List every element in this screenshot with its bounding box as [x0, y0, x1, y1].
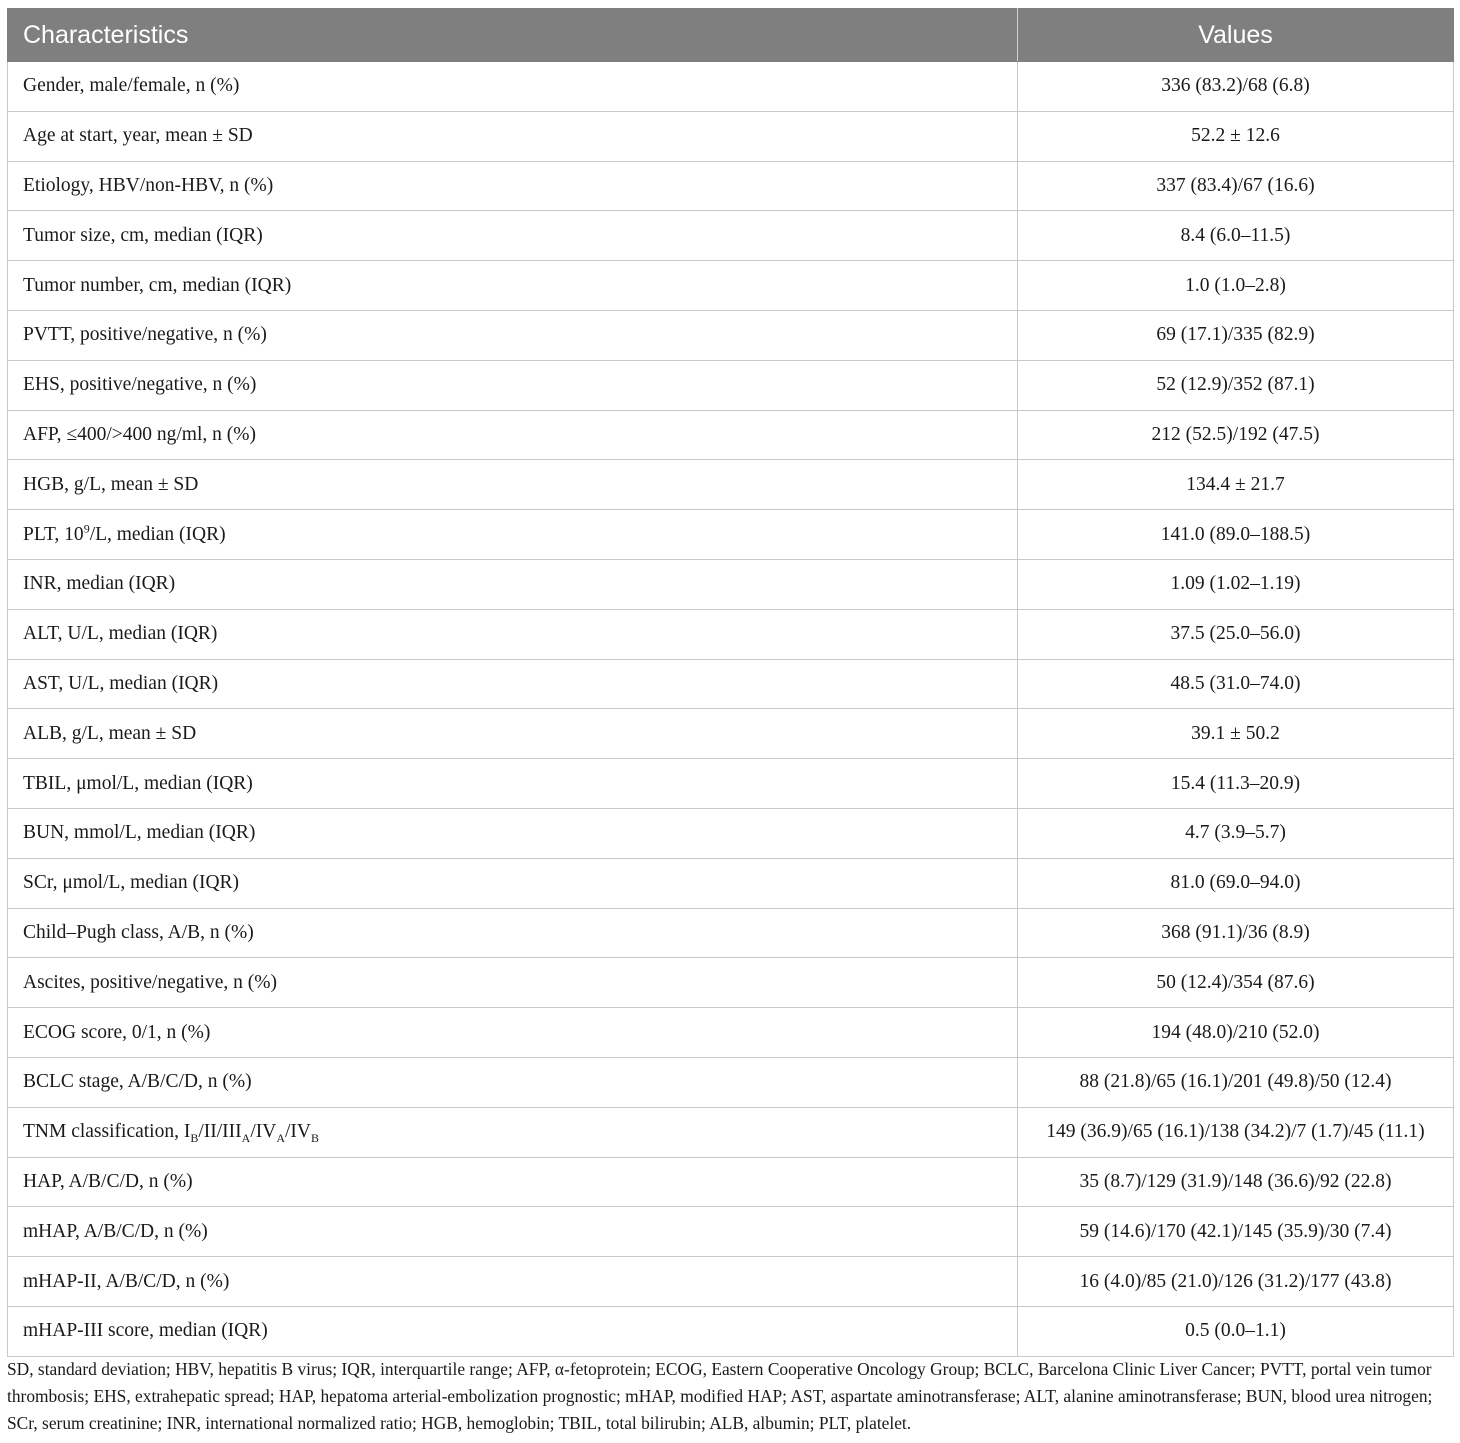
row-label — [8, 1107, 1018, 1157]
table-row — [8, 62, 1454, 112]
row-value: 81.0 (69.0–94.0) — [1018, 858, 1454, 908]
table-row — [8, 1107, 1454, 1157]
row-value: 8.4 (6.0–11.5) — [1018, 211, 1454, 261]
row-label: mHAP-II, A/B/C/D, n (%) — [8, 1257, 1018, 1307]
table-row — [8, 609, 1454, 659]
table-row — [8, 1008, 1454, 1058]
row-label: PVTT, positive/negative, n (%) — [8, 310, 1018, 360]
table-row — [8, 1207, 1454, 1257]
row-label-subscript: B — [190, 1131, 199, 1146]
row-value: 0.5 (0.0–1.1) — [1018, 1306, 1454, 1356]
row-label — [8, 510, 1018, 560]
table-row — [8, 460, 1454, 510]
row-value: 15.4 (11.3–20.9) — [1018, 759, 1454, 809]
row-label: Ascites, positive/negative, n (%) — [8, 958, 1018, 1008]
row-label-text: /II/III — [198, 1121, 242, 1143]
table-row — [8, 659, 1454, 709]
table-row — [8, 360, 1454, 410]
row-label: HGB, g/L, mean ± SD — [8, 460, 1018, 510]
row-value: 1.09 (1.02–1.19) — [1018, 559, 1454, 609]
row-value: 52 (12.9)/352 (87.1) — [1018, 360, 1454, 410]
row-value: 4.7 (3.9–5.7) — [1018, 808, 1454, 858]
row-label: mHAP-III score, median (IQR) — [8, 1306, 1018, 1356]
row-value: 69 (17.1)/335 (82.9) — [1018, 310, 1454, 360]
table-row — [8, 161, 1454, 211]
row-label: ALB, g/L, mean ± SD — [8, 709, 1018, 759]
row-label: TBIL, μmol/L, median (IQR) — [8, 759, 1018, 809]
table-row — [8, 1257, 1454, 1307]
table-row — [8, 559, 1454, 609]
row-label: HAP, A/B/C/D, n (%) — [8, 1157, 1018, 1207]
row-value: 35 (8.7)/129 (31.9)/148 (36.6)/92 (22.8) — [1018, 1157, 1454, 1207]
row-value: 336 (83.2)/68 (6.8) — [1018, 62, 1454, 112]
table-row — [8, 808, 1454, 858]
table-row — [8, 1306, 1454, 1356]
table-row — [8, 1057, 1454, 1107]
header-values: Values — [1018, 9, 1454, 62]
row-label: AFP, ≤400/>400 ng/ml, n (%) — [8, 410, 1018, 460]
table-footnote: SD, standard deviation; HBV, hepatitis B virus; IQR, interquartile range; AFP, α-fetoprotein; ECOG, Eastern Cooperative Oncology Group; BCLC, Barcelona Clinic Liver Cancer; PVTT, portal vein tumor thrombosis; EHS, extrahepatic spread; HAP, hepatoma arterial-embolization prognostic; mHAP, modified HAP; AST, aspartate aminotransferase; ALT, alanine aminotransferase; BUN, blood urea nitrogen; SCr, serum creatinine; INR, international normalized ratio; HGB, hemoglobin; TBIL, total bilirubin; ALB, albumin; PLT, platelet. — [7, 1359, 1433, 1433]
row-value: 39.1 ± 50.2 — [1018, 709, 1454, 759]
row-label: Etiology, HBV/non-HBV, n (%) — [8, 161, 1018, 211]
row-label-subscript: A — [241, 1131, 251, 1146]
table-row — [8, 958, 1454, 1008]
row-value: 1.0 (1.0–2.8) — [1018, 261, 1454, 311]
table-header — [8, 9, 1454, 62]
row-value: 50 (12.4)/354 (87.6) — [1018, 958, 1454, 1008]
row-value: 194 (48.0)/210 (52.0) — [1018, 1008, 1454, 1058]
row-label: Tumor size, cm, median (IQR) — [8, 211, 1018, 261]
row-label: AST, U/L, median (IQR) — [8, 659, 1018, 709]
table-row — [8, 759, 1454, 809]
table-row — [8, 111, 1454, 161]
table-row — [8, 410, 1454, 460]
row-value: 212 (52.5)/192 (47.5) — [1018, 410, 1454, 460]
header-row — [8, 9, 1454, 62]
row-label: SCr, μmol/L, median (IQR) — [8, 858, 1018, 908]
row-label: BCLC stage, A/B/C/D, n (%) — [8, 1057, 1018, 1107]
table-row — [8, 858, 1454, 908]
table-row — [8, 510, 1454, 560]
header-characteristics: Characteristics — [8, 9, 1018, 62]
row-value: 48.5 (31.0–74.0) — [1018, 659, 1454, 709]
row-label-text: /IV — [250, 1121, 277, 1143]
table-body — [8, 62, 1454, 1357]
row-value: 149 (36.9)/65 (16.1)/138 (34.2)/7 (1.7)/45 (11.1) — [1018, 1107, 1454, 1157]
table-row — [8, 908, 1454, 958]
row-value: 52.2 ± 12.6 — [1018, 111, 1454, 161]
row-label: mHAP, A/B/C/D, n (%) — [8, 1207, 1018, 1257]
row-value: 368 (91.1)/36 (8.9) — [1018, 908, 1454, 958]
table-row — [8, 709, 1454, 759]
row-value: 37.5 (25.0–56.0) — [1018, 609, 1454, 659]
row-label: EHS, positive/negative, n (%) — [8, 360, 1018, 410]
row-value: 337 (83.4)/67 (16.6) — [1018, 161, 1454, 211]
row-value: 134.4 ± 21.7 — [1018, 460, 1454, 510]
row-label-text: PLT, 10 — [23, 523, 84, 545]
row-label: Gender, male/female, n (%) — [8, 62, 1018, 112]
row-value: 141.0 (89.0–188.5) — [1018, 510, 1454, 560]
row-label-superscript: 9 — [83, 521, 90, 536]
row-value: 88 (21.8)/65 (16.1)/201 (49.8)/50 (12.4) — [1018, 1057, 1454, 1107]
row-label: Age at start, year, mean ± SD — [8, 111, 1018, 161]
table-row — [8, 1157, 1454, 1207]
characteristics-table-container — [7, 8, 1453, 1357]
row-value: 59 (14.6)/170 (42.1)/145 (35.9)/30 (7.4) — [1018, 1207, 1454, 1257]
table-row — [8, 261, 1454, 311]
row-label-subscript: A — [276, 1131, 286, 1146]
row-label-subscript: B — [311, 1131, 320, 1146]
row-value: 16 (4.0)/85 (21.0)/126 (31.2)/177 (43.8) — [1018, 1257, 1454, 1307]
row-label-text: /IV — [285, 1121, 312, 1143]
table-row — [8, 310, 1454, 360]
characteristics-table — [7, 8, 1454, 1357]
row-label: ALT, U/L, median (IQR) — [8, 609, 1018, 659]
row-label: ECOG score, 0/1, n (%) — [8, 1008, 1018, 1058]
row-label: Tumor number, cm, median (IQR) — [8, 261, 1018, 311]
table-row — [8, 211, 1454, 261]
row-label-text: /L, median (IQR) — [89, 523, 226, 545]
row-label-text: TNM classification, I — [23, 1121, 191, 1143]
row-label: Child–Pugh class, A/B, n (%) — [8, 908, 1018, 958]
row-label: INR, median (IQR) — [8, 559, 1018, 609]
row-label: BUN, mmol/L, median (IQR) — [8, 808, 1018, 858]
